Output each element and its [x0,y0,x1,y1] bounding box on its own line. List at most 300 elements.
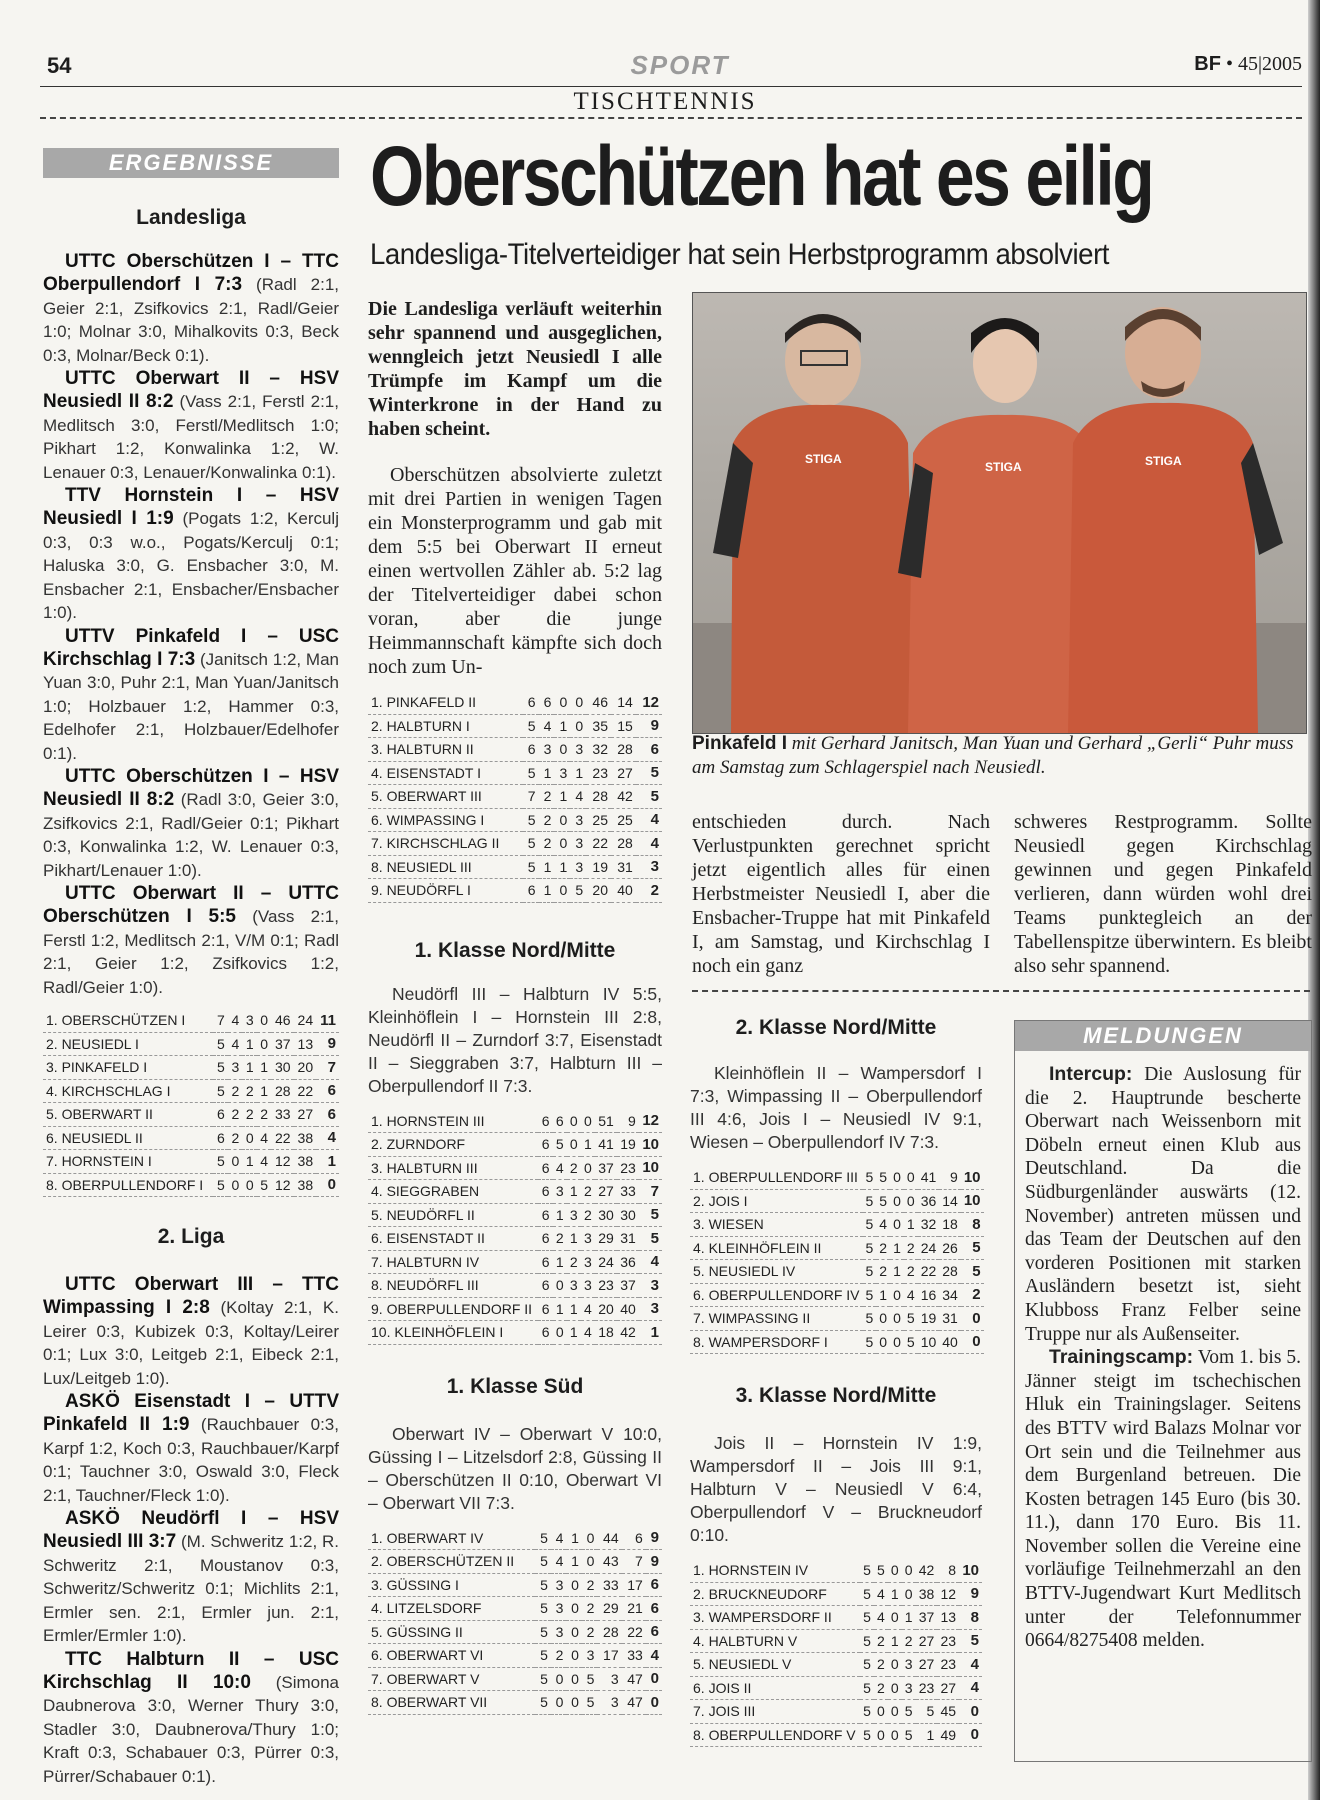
stat-cell: 2 [876,1260,890,1284]
team-name: 3. HALBTURN II [368,738,523,762]
stat-cell: 38 [916,1582,938,1606]
points: 5 [639,1227,662,1251]
stat-cell: 3 [581,1250,595,1274]
body2-text: entschieden durch. Nach Verlustpunkten gerechnet spricht jetzt eigentlich alles für einen Herbstmeister Neusiedl I, aber die Ensbacher-Truppe hat mit Pinkafeld I, am Samstag, und Kirchschlag I noch ein ganz [692,811,990,977]
team-name: 1. OBERPULLENDORF III [690,1166,863,1189]
points: 4 [316,1126,339,1150]
stat-cell: 1 [566,1550,581,1574]
stat-cell: 34 [939,1283,961,1307]
stat-cell: 1 [888,1629,902,1653]
stat-cell: 6 [553,1110,567,1133]
stat-cell: 5 [863,1236,877,1260]
team-name: 7. HALBTURN IV [368,1250,538,1274]
match-teams: UTTC Oberwart II – UTTC Oberschützen I 5:5 [43,882,339,928]
points: 9 [316,1032,339,1056]
stat-cell: 2 [902,1629,916,1653]
stat-cell: 1 [876,1283,890,1307]
points: 9 [959,1582,982,1606]
article-body-1 [368,463,662,679]
stat-cell: 7 [622,1550,646,1574]
points: 10 [639,1156,662,1180]
stat-cell: 51 [595,1110,617,1133]
nord-mitte2-results [690,1062,982,1154]
stat-cell: 2 [874,1653,888,1677]
stat-cell: 12 [937,1582,959,1606]
team-name: 7. JOIS III [690,1700,860,1724]
meldung-trainingscamp [1025,1346,1301,1653]
stat-cell: 3 [570,738,586,762]
stat-cell: 2 [874,1676,888,1700]
player-middle [898,318,1098,733]
stat-cell: 19 [918,1307,940,1331]
stat-cell: 24 [595,1250,617,1274]
match-details: (Radl 2:1, Geier 2:1, Zsifkovics 2:1, Radl/Geier 1:0; Molnar 3:0, Mihalkovits 0:3, Beck 0:3, Molnar/Beck 0:1). [43,275,339,365]
stat-cell: 0 [554,738,570,762]
stat-cell: 4 [876,1213,890,1237]
points: 0 [646,1691,662,1715]
points: 6 [316,1079,339,1103]
stat-cell: 5 [863,1283,877,1307]
stat-cell: 1 [570,761,586,785]
stat-cell: 2 [582,1573,597,1597]
nord-mitte2-title: 2. Klasse Nord/Mitte [735,1016,937,1039]
points: 3 [636,855,662,879]
team-photo-illustration [693,293,1306,733]
team-name: 4. HALBTURN V [690,1629,860,1653]
match-details: (Koltay 2:1, K. Leirer 0:3, Kubizek 0:3, Koltay/Leirer 0:1; Lux 3:0, Leitgeb 2:1, Eibeck 2:1, Lux/Leitgeb 1:0). [43,1298,339,1388]
table-row [368,1156,662,1180]
stat-cell: 23 [916,1676,938,1700]
stat-cell: 5 [535,1620,550,1644]
stat-cell: 3 [902,1653,916,1677]
stat-cell: 20 [586,879,611,903]
table-row [368,1133,662,1157]
stat-cell: 0 [553,1321,567,1345]
team-name: 3. HALBTURN III [368,1156,538,1180]
stat-cell: 3 [597,1691,621,1715]
stat-cell: 41 [595,1133,617,1157]
stat-cell: 28 [586,785,611,809]
stat-cell: 5 [570,879,586,903]
points: 0 [961,1330,984,1354]
stat-cell: 29 [595,1227,617,1251]
stat-cell: 3 [582,1644,597,1668]
stat-cell: 0 [904,1189,918,1213]
team-name: 8. NEUSIEDL III [368,855,523,879]
table-row [690,1700,982,1724]
stat-cell: 3 [228,1056,242,1080]
team-name: 1. HORNSTEIN IV [690,1559,860,1582]
stat-cell: 3 [539,738,555,762]
intercup-label: Intercup: [1049,1063,1133,1085]
section-label: SPORT [630,50,730,80]
table-row [690,1213,984,1237]
team-name: 3. PINKAFELD I [43,1056,213,1080]
headline: Oberschützen hat es eilig [370,129,1153,223]
stat-cell: 5 [535,1527,550,1550]
stat-cell: 28 [611,738,636,762]
stat-cell: 37 [595,1156,617,1180]
results-box-title: ERGEBNISSE [43,148,339,178]
stat-cell: 4 [874,1582,888,1606]
stat-cell: 3 [570,808,586,832]
table-row [368,1527,662,1550]
stat-cell: 37 [617,1274,639,1298]
stat-cell: 2 [567,1250,581,1274]
stat-cell: 0 [888,1559,902,1582]
team-name: 4. KLEINHÖFLEIN II [690,1236,863,1260]
table-row [368,832,662,856]
points: 5 [959,1629,982,1653]
team-name: 8. OBERWART VII [368,1691,535,1715]
stat-cell: 3 [242,1009,256,1032]
subheadline: Landesliga-Titelverteidiger hat sein Herbstprogramm absolviert [370,238,1110,271]
stat-cell: 0 [566,1667,581,1691]
stat-cell: 27 [937,1676,959,1700]
match-result [43,882,339,999]
stat-cell: 0 [888,1723,902,1747]
stat-cell: 0 [890,1189,904,1213]
stat-cell: 22 [622,1620,646,1644]
stat-cell: 6 [523,691,539,714]
stat-cell: 6 [538,1133,552,1157]
points: 9 [636,714,662,738]
nord-mitte1-results [368,983,662,1098]
table-row [690,1676,982,1700]
stat-cell: 3 [902,1676,916,1700]
stat-cell: 4 [581,1297,595,1321]
stat-cell: 0 [876,1330,890,1354]
stat-cell: 2 [228,1126,242,1150]
stat-cell: 3 [551,1597,566,1621]
stat-cell: 30 [271,1056,294,1080]
stat-cell: 4 [257,1150,271,1174]
stat-cell: 40 [939,1330,961,1354]
points: 8 [961,1213,984,1237]
stat-cell: 42 [611,785,636,809]
stat-cell: 5 [904,1330,918,1354]
stat-cell: 1 [242,1032,256,1056]
stat-cell: 37 [916,1606,938,1630]
table-row [368,1227,662,1251]
team-name: 5. NEUSIEDL IV [690,1260,863,1284]
points: 6 [316,1103,339,1127]
nord-mitte1-results-text: Neudörfl III – Halbturn IV 5:5, Kleinhöflein I – Hornstein III 2:8, Neudörfl II – Zurndorf 3:7, Eisenstadt II – Sieggraben 3:7, Halbturn III – Oberpullendorf II 7:3. [368,983,662,1096]
photo-caption [692,732,1312,780]
stat-cell: 18 [939,1213,961,1237]
stat-cell: 32 [918,1213,940,1237]
table-row [368,855,662,879]
stat-cell: 22 [294,1079,317,1103]
caption-lead: Pinkafeld I [692,733,788,754]
team-name: 2. ZURNDORF [368,1133,538,1157]
stat-cell: 0 [570,691,586,714]
stat-cell: 5 [863,1307,877,1331]
points: 4 [959,1653,982,1677]
stat-cell: 42 [617,1321,639,1345]
stat-cell: 30 [595,1203,617,1227]
stat-cell: 0 [890,1330,904,1354]
team-photo [692,292,1307,734]
stat-cell: 5 [523,832,539,856]
stat-cell: 1 [566,1527,581,1550]
stat-cell: 17 [597,1644,621,1668]
table-row [368,1550,662,1574]
stat-cell: 28 [611,832,636,856]
table-row [43,1032,339,1056]
stat-cell: 5 [535,1667,550,1691]
stat-cell: 2 [257,1103,271,1127]
stat-cell: 22 [918,1260,940,1284]
stat-cell: 1 [581,1133,595,1157]
stat-cell: 1 [257,1079,271,1103]
stat-cell: 4 [257,1126,271,1150]
stat-cell: 49 [937,1723,959,1747]
stat-cell: 2 [581,1203,595,1227]
table-row [368,1321,662,1345]
match-teams: ASKÖ Eisenstadt I – UTTV Pinkafeld II 1:9 [43,1391,339,1436]
table-row [368,691,662,714]
match-result [43,625,339,765]
stat-cell: 5 [902,1700,916,1724]
meldungen-text [1025,1063,1301,1653]
stat-cell: 35 [586,714,611,738]
stat-cell: 1 [553,1203,567,1227]
stat-cell: 27 [916,1629,938,1653]
stat-cell: 2 [567,1156,581,1180]
stat-cell: 31 [617,1227,639,1251]
stat-cell: 5 [876,1189,890,1213]
table-row [368,714,662,738]
stat-cell: 2 [551,1644,566,1668]
stat-cell: 0 [890,1213,904,1237]
stat-cell: 1 [242,1150,256,1174]
match-details: (Pogats 1:2, Kerculj 0:3, 0:3 w.o., Pogats/Kerculj 0:1; Haluska 3:0, G. Ensbacher 3:0, M. Ensbacher 2:1, Ensbacher/Ensbacher 1:0). [43,509,339,623]
stat-cell: 2 [904,1260,918,1284]
stat-cell: 1 [567,1180,581,1204]
stat-cell: 36 [617,1250,639,1274]
table-row [43,1103,339,1127]
stat-cell: 0 [581,1156,595,1180]
match-teams: UTTC Oberwart III – TTC Wimpassing I 2:8 [43,1274,339,1319]
team-name: 6. EISENSTADT II [368,1227,538,1251]
match-teams: UTTC Oberschützen I – TTC Oberpullendorf I 7:3 [43,251,339,296]
table-row [368,879,662,903]
stat-cell: 1 [567,1297,581,1321]
stat-cell: 6 [538,1274,552,1298]
stat-cell: 7 [523,785,539,809]
stat-cell: 38 [294,1126,317,1150]
stat-cell: 46 [586,691,611,714]
klasse-column [690,1016,982,1747]
stat-cell: 0 [257,1032,271,1056]
team-name: 8. OBERPULLENDORF V [690,1723,860,1747]
stat-cell: 0 [888,1676,902,1700]
stat-cell: 0 [888,1606,902,1630]
points: 8 [959,1606,982,1630]
points: 0 [646,1667,662,1691]
shirt-logo-middle: STIGA [985,460,1022,474]
stat-cell: 15 [611,714,636,738]
stat-cell: 40 [617,1297,639,1321]
nord-mitte3-title: 3. Klasse Nord/Mitte [735,1384,937,1407]
stat-cell: 2 [242,1079,256,1103]
table-row [368,1597,662,1621]
nord-mitte2-table [690,1166,984,1354]
issue-number: 45|2005 [1237,53,1302,75]
stat-cell: 4 [539,714,555,738]
stat-cell: 2 [242,1103,256,1127]
stat-cell: 0 [551,1667,566,1691]
team-name: 6. NEUSIEDL II [43,1126,213,1150]
stat-cell: 5 [535,1691,550,1715]
stat-cell: 5 [523,808,539,832]
table-row [368,738,662,762]
team-name: 8. NEUDÖRFL III [368,1274,538,1298]
team-name: 7. KIRCHSCHLAG II [368,832,523,856]
stat-cell: 0 [242,1126,256,1150]
stat-cell: 5 [860,1582,874,1606]
team-name: 6. JOIS II [690,1676,860,1700]
stat-cell: 0 [902,1559,916,1582]
team-name: 3. GÜSSING I [368,1573,535,1597]
stat-cell: 0 [582,1527,597,1550]
points: 5 [636,761,662,785]
body3-text: schweres Restprogramm. Sollte Neusiedl gegen Kirchschlag gewinnen und gegen Pinkafeld verlieren, dann würden wohl drei Teams punktegleich an der Tabellenspitze überwintern. Es bleibt also sehr spannend. [1014,811,1312,977]
stat-cell: 40 [611,879,636,903]
stat-cell: 0 [257,1009,271,1032]
player-left [713,314,915,733]
team-name: 1. OBERSCHÜTZEN I [43,1009,213,1032]
team-name: 8. OBERPULLENDORF I [43,1173,213,1197]
stat-cell: 0 [904,1166,918,1189]
stat-cell: 12 [271,1173,294,1197]
stat-cell: 5 [582,1691,597,1715]
trainingscamp-text: Vom 1. bis 5. Jänner steigt im tschechischen Hluk ein Trainingslager. Seitens des BTTV wird Balazs Molnar vor Ort sein und die Teilnehmer aus dem Burgenland betreuen. Die Kosten betragen 145 Euro (bis 30. 11.), dann 170 Euro. Bis 11. November sollen die Vereine eine vorläufige Teilnehmerzahl an den BTTV-Jugendwart Kurt Medlitsch unter der Telefonnummer 0664/8275408 melden. [1025,1347,1301,1652]
match-result [43,765,339,882]
stat-cell: 23 [937,1629,959,1653]
points: 10 [959,1559,982,1582]
stat-cell: 0 [888,1653,902,1677]
stat-cell: 0 [554,808,570,832]
stat-cell: 1 [890,1260,904,1284]
points: 4 [646,1644,662,1668]
sued-results [368,1423,662,1515]
stat-cell: 2 [581,1180,595,1204]
team-name: 9. NEUDÖRFL I [368,879,523,903]
stat-cell: 6 [539,691,555,714]
table-row [43,1009,339,1032]
table-row [43,1079,339,1103]
stat-cell: 47 [622,1691,646,1715]
stat-cell: 3 [581,1274,595,1298]
kicker: TISCHTENNIS [573,88,757,115]
points: 5 [961,1236,984,1260]
stat-cell: 41 [918,1166,940,1189]
points: 9 [646,1527,662,1550]
team-name: 6. WIMPASSING I [368,808,523,832]
stat-cell: 5 [257,1173,271,1197]
stat-cell: 6 [523,879,539,903]
stat-cell: 1 [554,785,570,809]
stat-cell: 4 [874,1606,888,1630]
liga2-table [368,691,662,903]
header-rule [40,86,1302,87]
trainingscamp-label: Trainingscamp: [1049,1346,1194,1369]
stat-cell: 20 [294,1056,317,1080]
stat-cell: 27 [294,1103,317,1127]
stat-cell: 0 [874,1723,888,1747]
match-result [43,1648,339,1788]
table-row [368,1250,662,1274]
team-name: 2. BRUCKNEUDORF [690,1582,860,1606]
stat-cell: 24 [294,1009,317,1032]
landesliga-table [43,1009,339,1197]
stat-cell: 23 [617,1156,639,1180]
body1-text: Oberschützen absolvierte zuletzt mit drei Partien in wenigen Tagen ein Monsterprogramm und gab mit dem 5:5 bei Oberwart II erneut einen wertvollen Zähler ab. 5:2 lag der Titelverteidiger dabei schon voran, aber die junge Heimmannschaft kämpfte sich doch noch zum Un- [368,464,662,678]
meldungen-title: MELDUNGEN [1015,1021,1311,1051]
points: 4 [636,808,662,832]
stat-cell: 0 [242,1173,256,1197]
table-row [368,1180,662,1204]
points: 10 [961,1189,984,1213]
stat-cell: 24 [918,1236,940,1260]
table-row [368,1620,662,1644]
table-row [368,1691,662,1715]
stat-cell: 14 [939,1189,961,1213]
stat-cell: 13 [294,1032,317,1056]
table-row [368,1644,662,1668]
team-name: 6. OBERPULLENDORF IV [690,1283,863,1307]
stat-cell: 6 [213,1126,227,1150]
stat-cell: 13 [937,1606,959,1630]
stat-cell: 5 [860,1606,874,1630]
points: 6 [646,1597,662,1621]
points: 1 [639,1321,662,1345]
stat-cell: 5 [582,1667,597,1691]
stat-cell: 29 [597,1597,621,1621]
stat-cell: 26 [939,1236,961,1260]
match-details: (Rauchbauer 0:3, Karpf 1:2, Koch 0:3, Rauchbauer/Karpf 0:1; Tauchner 3:0, Oswald 3:0, Fleck 2:1, Tauchner/Fleck 1:0). [43,1415,339,1505]
stat-cell: 2 [904,1236,918,1260]
stat-cell: 27 [916,1653,938,1677]
stat-cell: 23 [586,761,611,785]
stat-cell: 27 [611,761,636,785]
stat-cell: 4 [581,1321,595,1345]
team-name: 2. NEUSIEDL I [43,1032,213,1056]
stat-cell: 5 [902,1723,916,1747]
stat-cell: 6 [538,1321,552,1345]
stat-cell: 0 [553,1274,567,1298]
stat-cell: 22 [271,1126,294,1150]
stat-cell: 0 [566,1573,581,1597]
stat-cell: 0 [890,1307,904,1331]
stat-cell: 9 [939,1166,961,1189]
points: 2 [961,1283,984,1307]
stat-cell: 5 [860,1629,874,1653]
match-details: (Vass 2:1, Ferstl 2:1, Medlitsch 3:0, Ferstl/Medlitsch 1:0; Pikhart 1:2, Konwalinka 1:2, W. Lenauer 0:3, Lenauer/Konwalinka 0:1). [43,392,339,482]
brand: BF [1194,53,1221,75]
stat-cell: 0 [566,1644,581,1668]
meldungen-box [1014,1020,1312,1762]
stat-cell: 0 [551,1691,566,1715]
stat-cell: 0 [874,1700,888,1724]
sued-title: 1. Klasse Süd [446,1374,584,1398]
nord-mitte3-table [690,1559,982,1747]
landesliga-results [43,250,339,999]
stat-cell: 19 [617,1133,639,1157]
stat-cell: 1 [567,1321,581,1345]
